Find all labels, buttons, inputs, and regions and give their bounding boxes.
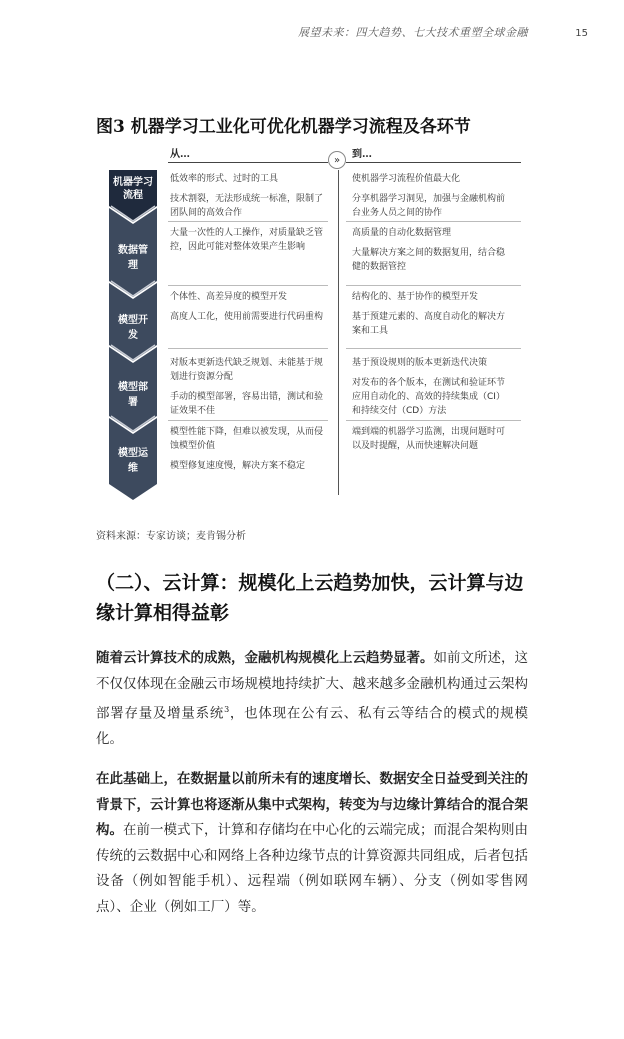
from-cell	[170, 425, 330, 479]
to-cell-text: 端到端的机器学习监测，出现问题时可以及时提醒，从而快速解决问题	[352, 427, 506, 451]
double-chevron-right-icon: »	[328, 151, 346, 169]
paragraph-2-lead: 在此基础上，在数据量以前所未有的速度增长、数据安全日益受到关注的背景下，云计算也将逐渐从集中式架构，转变为与边缘计算结合的混合架构。	[96, 771, 528, 838]
paragraph-2-body: 在前一模式下，计算和存储均在中心化的云端完成；而混合架构则由传统的云数据中心和网络上各种边缘节点的计算资源共同组成，后者包括设备（例如智能手机）、远程端（例如联网车辆）、分支（例如零售网点）、企业（例如工厂）等。	[96, 822, 528, 915]
figure-title: 图3 机器学习工业化可优化机器学习流程及各环节	[96, 117, 471, 137]
to-cell	[352, 226, 512, 280]
to-cell-text: 基于预建元素的、高度自动化的解决方案和工具	[352, 312, 506, 336]
stage-label-model-operations: 模型运维	[118, 448, 148, 474]
from-cell-text: 大量一次性的人工操作，对质量缺乏管控，因此可能对整体效果产生影响	[170, 228, 324, 252]
from-cell-text: 个体性、高差异度的模型开发	[170, 292, 288, 302]
from-column-label: 从…	[170, 149, 190, 160]
from-cell	[170, 172, 330, 226]
from-cell-text: 低效率的形式、过时的工具	[170, 174, 279, 184]
stage-label-ml-process: 机器学习流程	[113, 177, 153, 201]
to-cell	[352, 290, 512, 344]
from-cell-text: 高度人工化，使用前需要进行代码重构	[170, 312, 324, 322]
from-cell	[170, 226, 330, 260]
from-cell-text: 技术割裂，无法形成统一标准，限制了团队间的高效合作	[170, 194, 324, 218]
to-cell-text: 高质量的自动化数据管理	[352, 228, 452, 238]
running-header-title: 展望未来：四大趋势、七大技术重塑全球金融	[298, 26, 528, 39]
page-number: 15	[575, 28, 588, 39]
to-column-label: 到…	[352, 149, 372, 160]
to-cell-text: 使机器学习流程价值最大化	[352, 174, 461, 184]
figure-source: 资料来源：专家访谈；麦肯锡分析	[96, 531, 246, 542]
to-cell-text: 基于预设规则的版本更新迭代决策	[352, 358, 488, 368]
from-cell	[170, 290, 330, 330]
footnote-ref: 3	[224, 705, 230, 714]
from-cell-text: 模型性能下降，但难以被发现，从而侵蚀模型价值	[170, 427, 324, 451]
paragraph-1-body-b: ，也体现在公有云、私有云等结合的模式的规模化。	[96, 705, 529, 747]
to-cell-text: 大量解决方案之间的数据复用，结合稳健的数据管控	[352, 248, 506, 272]
to-cell-text: 分享机器学习洞见，加强与金融机构前台业务人员之间的协作	[352, 194, 506, 218]
paragraph-1	[96, 646, 528, 753]
from-cell-text: 模型修复速度慢，解决方案不稳定	[170, 461, 306, 471]
to-cell	[352, 356, 512, 424]
to-cell-text: 结构化的、基于协作的模型开发	[352, 292, 479, 302]
from-cell-text: 手动的模型部署，容易出错，测试和验证效果不佳	[170, 392, 324, 416]
to-cell-text: 对发布的各个版本，在测试和验证环节应用自动化的、高效的持续集成（CI）和持续交付（CD）方法	[352, 378, 506, 416]
from-cell-text: 对版本更新迭代缺乏规划、未能基于规划进行资源分配	[170, 358, 324, 382]
section-heading: （二）、云计算：规模化上云趋势加快，云计算与边缘计算相得益彰	[96, 572, 524, 624]
stage-label-model-deployment: 模型部署	[118, 382, 148, 408]
paragraph-1-lead: 随着云计算技术的成熟，金融机构规模化上云趋势显著。	[96, 650, 434, 666]
stage-label-model-development: 模型开发	[118, 315, 148, 341]
to-cell	[352, 425, 512, 459]
paragraph-2	[96, 767, 528, 920]
from-cell	[170, 356, 330, 424]
paragraph-1-body-a: 如前文所述，这不仅仅体现在金融云市场规模地持续扩大、越来越多金融机构通过云架构部署存量及增量系统	[96, 650, 528, 722]
to-cell	[352, 172, 512, 226]
stage-label-data-management: 数据管理	[118, 245, 148, 271]
